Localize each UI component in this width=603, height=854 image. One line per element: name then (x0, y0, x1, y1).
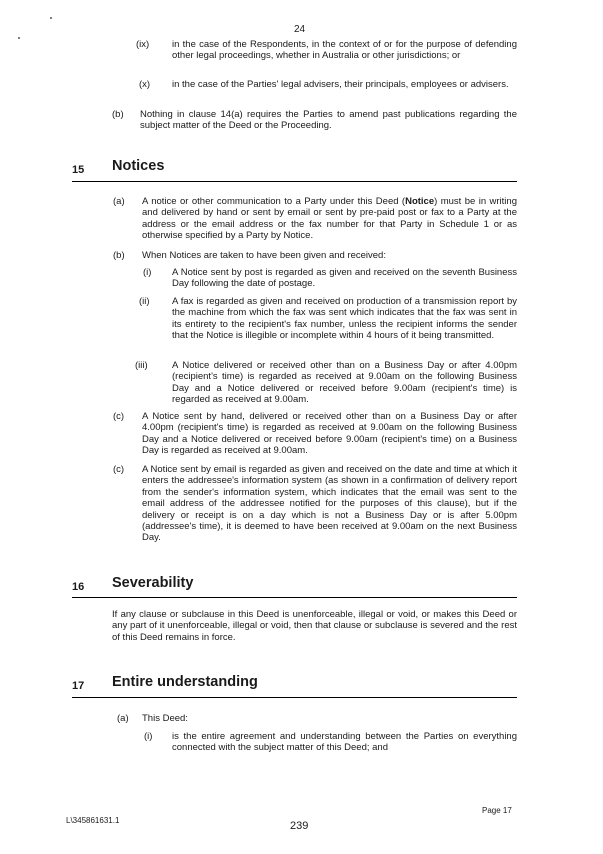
item-label-x: (x) (139, 79, 151, 90)
footer-bottom-number: 239 (290, 820, 309, 832)
section-17-rule (72, 697, 517, 698)
section-16-rule (72, 597, 517, 598)
item-label-15a: (a) (113, 196, 125, 207)
clause-15-b: When Notices are taken to have been given and received: (142, 250, 386, 261)
section-15-rule (72, 181, 517, 182)
top-page-number: 24 (294, 24, 306, 35)
item-label-17ai: (i) (144, 731, 153, 742)
scan-speck (50, 17, 52, 19)
notice-defined-term: Notice (405, 196, 435, 207)
clause-15-c: A Notice sent by hand, delivered or received other than on a Business Day or after 4.00pm (recipient's time) is regarded as received at 9.00am on the following Business Day and a Notice delivered or received before 9.00am (recipient's time) on a Business Day is regarded as received at 9.00am. (142, 411, 517, 457)
clause-15-a: A notice or other communication to a Party under this Deed (Notice) must be in writing and delivered by hand or sent by email or sent by pre-paid post or fax to a Party at the address or the email address or the fax number for that Party in Schedule 1 or as otherwise specified by a Party by Notice. (142, 196, 517, 242)
item-label-17a: (a) (117, 713, 129, 724)
clause-14-a-ix: in the case of the Respondents, in the context of or for the purpose of defending other legal proceedings, whether in Australia or other jurisdictions; or (172, 39, 517, 62)
item-label-15c: (c) (113, 411, 125, 422)
clause-14-b: Nothing in clause 14(a) requires the Parties to amend past publications regarding the subject matter of the Deed or the Proceeding. (140, 109, 517, 132)
clause-15-b-ii: A fax is regarded as given and received on production of a transmission report by the machine from which the fax was sent which indicates that the fax was sent in its entirety to the recipient's fax number, unless the recipient informs the sender that the Notice is illegible or incomplete within 4 hours of it being transmitted. (172, 296, 517, 342)
clause-16-text: If any clause or subclause in this Deed is unenforceable, illegal or void, or makes this Deed or any part of it unenforceable, illegal or void, then that clause or subclause is severed and the rest of this Deed remains in force. (112, 609, 517, 643)
item-label-14b: (b) (112, 109, 124, 120)
item-label-15bii: (ii) (139, 296, 150, 307)
clause-17-a: This Deed: (142, 713, 188, 724)
item-label-15biii: (iii) (135, 360, 148, 371)
footer-doc-ref: L\345861631.1 (66, 816, 120, 825)
section-15-title: Notices (112, 158, 165, 174)
footer-page-label: Page 17 (482, 806, 512, 815)
clause-17-a-i: is the entire agreement and understanding between the Parties on everything connected with the subject matter of this Deed; and (172, 731, 517, 754)
section-15-number: 15 (72, 164, 85, 176)
clause-15-b-iii: A Notice delivered or received other than on a Business Day or after 4.00pm (recipient's time) is regarded as received at 9.00am on the following Business Day and a Notice delivered or received before 9.00am (recipient's time) is regarded as received at 9.00am. (172, 360, 517, 406)
section-17-number: 17 (72, 680, 85, 692)
item-label-15bi: (i) (143, 267, 152, 278)
section-17-title: Entire understanding (112, 674, 258, 690)
clause-15-c-email: A Notice sent by email is regarded as given and received on the date and time at which it enters the addressee's information system (as shown in a confirmation of delivery report from the sender's information system, which indicates that the email was sent to the email address of the addressee notified for the purposes of this clause), but if the delivery or receipt is on a day which is not a Business Day or is after 5.00pm (addressee's time), it is deemed to have been received at 9.00am on the next Business Day. (142, 464, 517, 544)
section-16-title: Severability (112, 575, 194, 591)
item-label-15b: (b) (113, 250, 125, 261)
clause-15-b-i: A Notice sent by post is regarded as given and received on the seventh Business Day following the date of postage. (172, 267, 517, 290)
item-label-ix: (ix) (136, 39, 150, 50)
section-16-number: 16 (72, 581, 85, 593)
item-label-15c2: (c) (113, 464, 125, 475)
clause-14-a-x: in the case of the Parties' legal advisers, their principals, employees or advisers. (172, 79, 509, 90)
scan-speck (18, 37, 20, 39)
